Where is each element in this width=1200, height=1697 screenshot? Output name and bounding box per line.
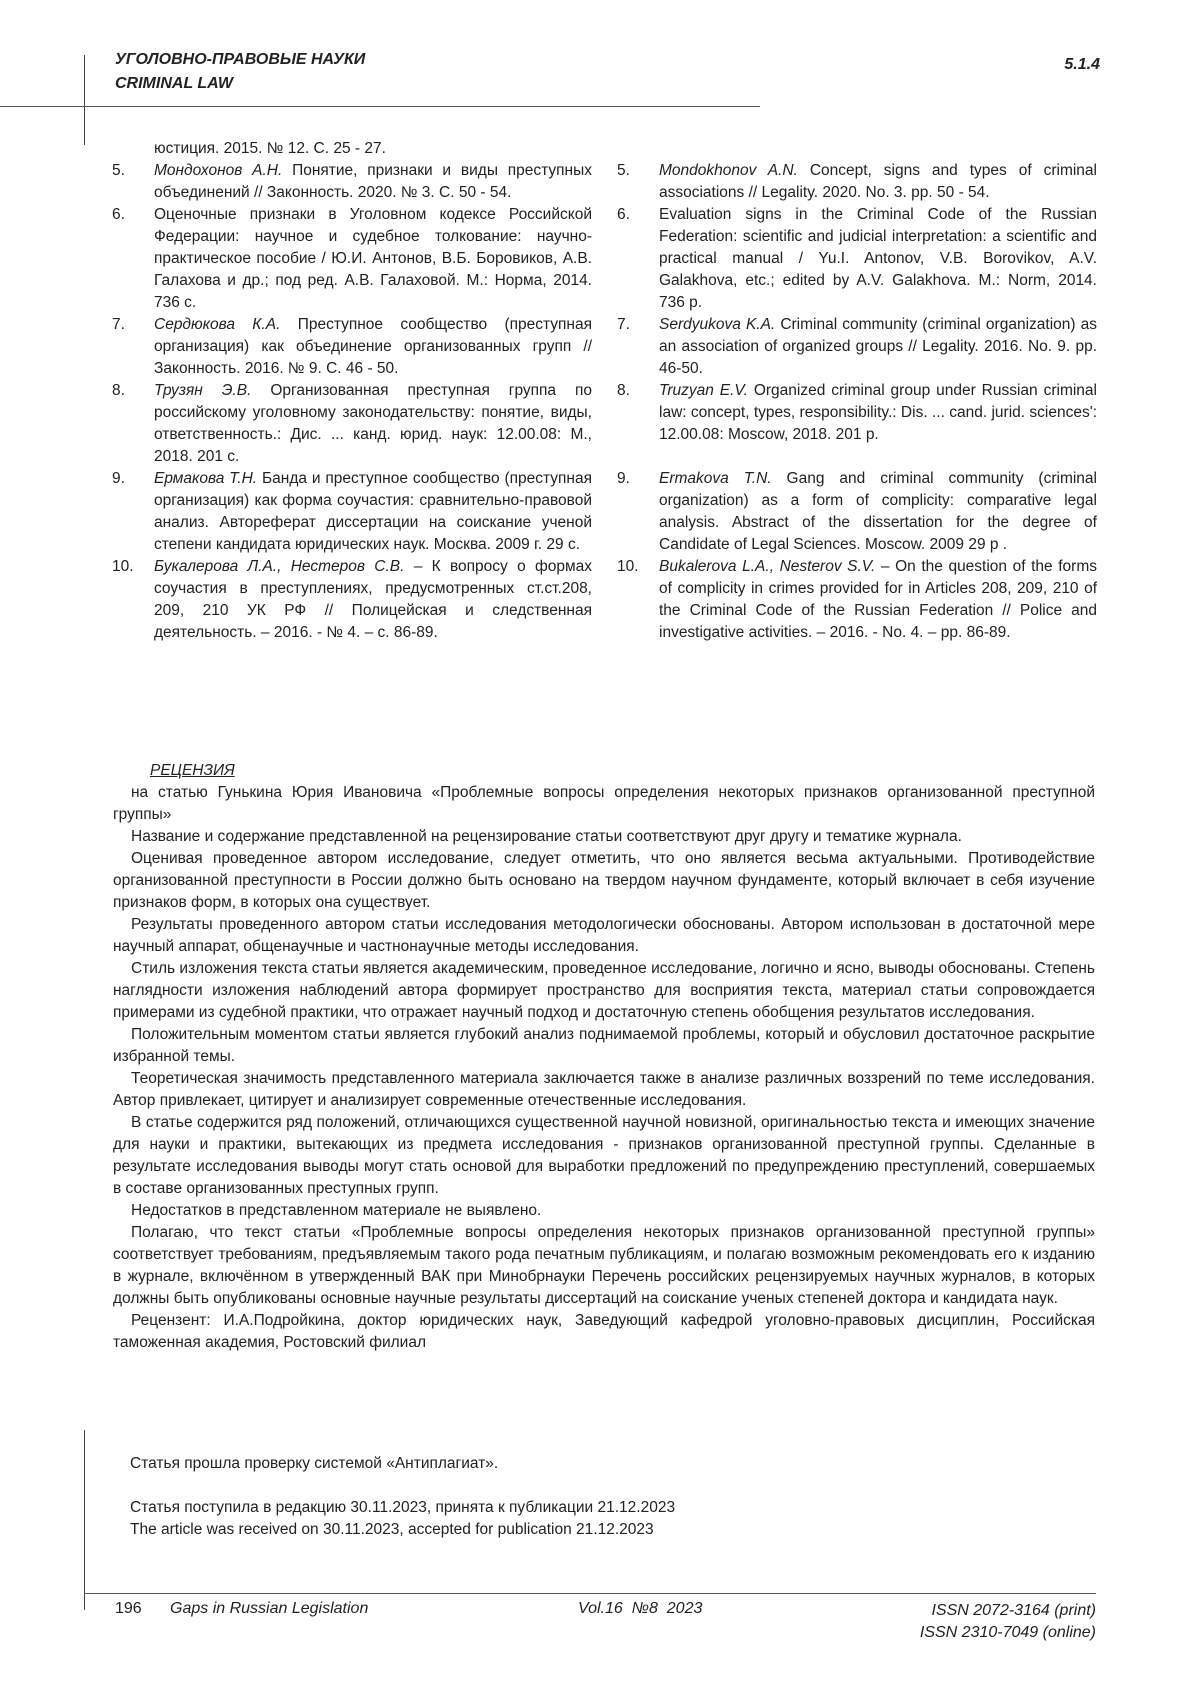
reference-text: [154, 380, 592, 468]
reference-body: Понятие, признаки и виды преступных объединений // Законность. 2020. № 3. С. 50 - 54.: [154, 162, 592, 201]
article-notes: [130, 1453, 675, 1541]
reference-item-ru: [112, 380, 592, 468]
reference-text: [659, 204, 1097, 314]
reference-author: Ermakova T.N.: [659, 470, 772, 487]
review-paragraph: Стиль изложения текста статьи является академическим, проведенное исследование, логично и ясно, выводы обоснованы. Степень наглядности изложения наблюдений автора формирует пространство для восприятия текста, материал статьи сопровождается примерами из судебной практики, что отражает научный подход и достаточную степень обобщения результатов исследования.: [113, 958, 1095, 1024]
reference-text: [154, 314, 592, 380]
received-en: The article was received on 30.11.2023, accepted for publication 21.12.2023: [130, 1519, 675, 1541]
received-ru: Статья поступила в редакцию 30.11.2023, принята к публикации 21.12.2023: [130, 1497, 675, 1519]
review-paragraph: Полагаю, что текст статьи «Проблемные вопросы определения некоторых признаков организованной преступной группы» соответствует требованиям, предъявляемым такого рода печатным публикациям, и полагаю возможным рекомендовать его к изданию в журнале, включённом в утвержденный ВАК при Минобрнауки Перечень российских рецензируемых научных журналов, в которых должны быть опубликованы основные научные результаты диссертаций на соискание ученых степеней доктора и кандидата наук.: [113, 1222, 1095, 1310]
reference-author: Трузян Э.В.: [154, 382, 251, 399]
reference-text: [659, 556, 1097, 644]
reference-author: Serdyukova K.A.: [659, 316, 775, 333]
section-code: 5.1.4: [1064, 56, 1100, 74]
section-en: CRIMINAL LAW: [115, 72, 365, 96]
running-header: [115, 48, 365, 96]
reference-body: Gang and criminal community (criminal organization) as a form of complicity: comparative legal analysis. Abstract of the dissertation for the degree of Candidate of Legal Sciences. Moscow. 2009 29 p .: [659, 470, 1097, 553]
review-title: РЕЦЕНЗИЯ: [150, 760, 1095, 782]
reference-author: Букалерова Л.А., Нестеров С.В.: [154, 558, 404, 575]
review-paragraph: Рецензент: И.А.Подройкина, доктор юридических наук, Заведующий кафедрой уголовно-правовых дисциплин, Российская таможенная академия, Ростовский филиал: [113, 1310, 1095, 1354]
reference-item-ru: [112, 556, 592, 644]
reference-author: Truzyan E.V.: [659, 382, 748, 399]
reference-item-en: [617, 160, 1097, 204]
reference-body: – On the question of the forms of complicity in crimes provided for in Articles 208, 209, 210 of the Criminal Code of the Russian Federation // Police and investigative activities. – 2016. - No. 4. – pp. 86-89.: [659, 558, 1097, 641]
reference-body: Банда и преступное сообщество (преступная организация) как форма соучастия: сравнительно-правовой анализ. Автореферат диссертации на соискание ученой степени кандидата юридических наук. Москва. 2009 г. 29 с.: [154, 470, 592, 553]
reference-number: 8.: [112, 380, 154, 468]
reference-number: 8.: [617, 380, 659, 468]
reference-number: 6.: [617, 204, 659, 314]
reference-continuation: юстиция. 2015. № 12. С. 25 - 27.: [112, 138, 592, 160]
reference-item-en: [617, 204, 1097, 314]
reference-author: Mondokhonov A.N.: [659, 162, 798, 179]
reference-text: [659, 314, 1097, 380]
reference-body: Concept, signs and types of criminal associations // Legality. 2020. No. 3. pp. 50 - 54.: [659, 162, 1097, 201]
reference-author: Bukalerova L.A., Nesterov S.V.: [659, 558, 875, 575]
reference-number: 7.: [112, 314, 154, 380]
footer-vertical-rule: [84, 1430, 85, 1610]
review-paragraph: Результаты проведенного автором статьи исследования методологически обоснованы. Автором использован в достаточной мере научный аппарат, общенаучные и частнонаучные методы исследования.: [113, 914, 1095, 958]
header-rule: [0, 106, 760, 107]
header-vertical-rule: [84, 55, 85, 145]
page-number: 196: [115, 1600, 142, 1618]
reference-item-en: [617, 380, 1097, 468]
references: [112, 138, 1097, 644]
reference-text: [154, 204, 592, 314]
reference-item-en: [617, 556, 1097, 644]
review-paragraph: Теоретическая значимость представленного материала заключается также в анализе различных воззрений по теме исследования. Автор привлекает, цитирует и анализирует современные отечественные исследования.: [113, 1068, 1095, 1112]
reference-number: 6.: [112, 204, 154, 314]
review-paragraph: В статье содержится ряд положений, отличающихся существенной научной новизной, оригинальностью текста и имеющих значение для науки и практики, вытекающих из предмета исследования - признаков организованной преступной группы. Сделанные в результате исследования выводы могут стать основой для выработки предложений по предупреждению преступлений, совершаемых в составе организованных преступных групп.: [113, 1112, 1095, 1200]
reference-text: [659, 380, 1097, 468]
reference-body: – К вопросу о формах соучастия в преступлениях, предусмотренных ст.ст.208, 209, 210 УК РФ // Полицейская и следственная деятельность. – 2016. - № 4. – с. 86-89.: [154, 558, 592, 641]
antiplagiat-note: Статья прошла проверку системой «Антиплагиат».: [130, 1453, 675, 1475]
reference-number: 9.: [617, 468, 659, 556]
review-paragraph: Положительным моментом статьи является глубокий анализ поднимаемой проблемы, который и обусловил достаточное раскрытие избранной темы.: [113, 1024, 1095, 1068]
reference-body: Организованная преступная группа по российскому уголовному законодательству: понятие, виды, ответственность.: Дис. ... канд. юрид. наук: 12.00.08: М., 2018. 201 с.: [154, 382, 592, 465]
reference-body: Organized criminal group under Russian criminal law: concept, types, responsibility.: Dis. ... cand. jurid. sciences': 12.00.08: Moscow, 2018. 201 p.: [659, 382, 1097, 443]
reference-number: 10.: [112, 556, 154, 644]
reference-item-ru: [112, 468, 592, 556]
reference-number: 10.: [617, 556, 659, 644]
reference-body: Criminal community (criminal organization) as an association of organized groups // Legality. 2016. No. 9. pp. 46-50.: [659, 316, 1097, 377]
journal-name: Gaps in Russian Legislation: [170, 1600, 368, 1618]
section-ru: УГОЛОВНО-ПРАВОВЫЕ НАУКИ: [115, 48, 365, 72]
reference-item-en: [617, 314, 1097, 380]
review-paragraph: Оценивая проведенное автором исследование, следует отметить, что оно является весьма актуальными. Противодействие организованной преступности в России должно быть основано на твердом научном фундаменте, который включает в себя изучение признаков форм, в которых она существует.: [113, 848, 1095, 914]
reference-number: 5.: [617, 160, 659, 204]
issn-print: ISSN 2072-3164 (print): [920, 1600, 1096, 1622]
reference-author: Сердюкова К.А.: [154, 316, 280, 333]
reference-text: [659, 160, 1097, 204]
review-section: [113, 760, 1095, 1354]
reference-item-ru: [112, 314, 592, 380]
reference-author: Мондохонов А.Н.: [154, 162, 282, 179]
reference-item-ru: [112, 204, 592, 314]
reference-body: Evaluation signs in the Criminal Code of the Russian Federation: scientific and judicial interpretation: a scientific and practical manual / Yu.I. Antonov, V.B. Borovikov, A.V. Galakhova, etc.; edited by A.V. Galakhova. M.: Norm, 2014. 736 p.: [659, 206, 1097, 311]
review-paragraph: на статью Гунькина Юрия Ивановича «Проблемные вопросы определения некоторых признаков организованной преступной группы»: [113, 782, 1095, 826]
review-paragraph: Недостатков в представленном материале не выявлено.: [113, 1200, 1095, 1222]
reference-number: 5.: [112, 160, 154, 204]
reference-item-en: [617, 468, 1097, 556]
reference-item-ru: [112, 160, 592, 204]
reference-number: 9.: [112, 468, 154, 556]
reference-text: [659, 468, 1097, 556]
reference-author: Ермакова Т.Н.: [154, 470, 257, 487]
volume-info: Vol.16 №8 2023: [578, 1600, 702, 1618]
footer-rule: [84, 1593, 1096, 1594]
issn-online: ISSN 2310-7049 (online): [920, 1622, 1096, 1644]
reference-body: Оценочные признаки в Уголовном кодексе Российской Федерации: научное и судебное толкование: научно-практическое пособие / Ю.И. Антонов, В.Б. Боровиков, А.В. Галахова и др.; под ред. А.В. Галаховой. М.: Норма, 2014. 736 с.: [154, 206, 592, 311]
review-paragraph: Название и содержание представленной на рецензирование статьи соответствуют друг другу и тематике журнала.: [113, 826, 1095, 848]
reference-text: [154, 160, 592, 204]
reference-number: 7.: [617, 314, 659, 380]
reference-text: [154, 556, 592, 644]
issn: [920, 1600, 1096, 1644]
reference-body: Преступное сообщество (преступная организация) как объединение организованных групп // Законность. 2016. № 9. С. 46 - 50.: [154, 316, 592, 377]
reference-text: [154, 468, 592, 556]
